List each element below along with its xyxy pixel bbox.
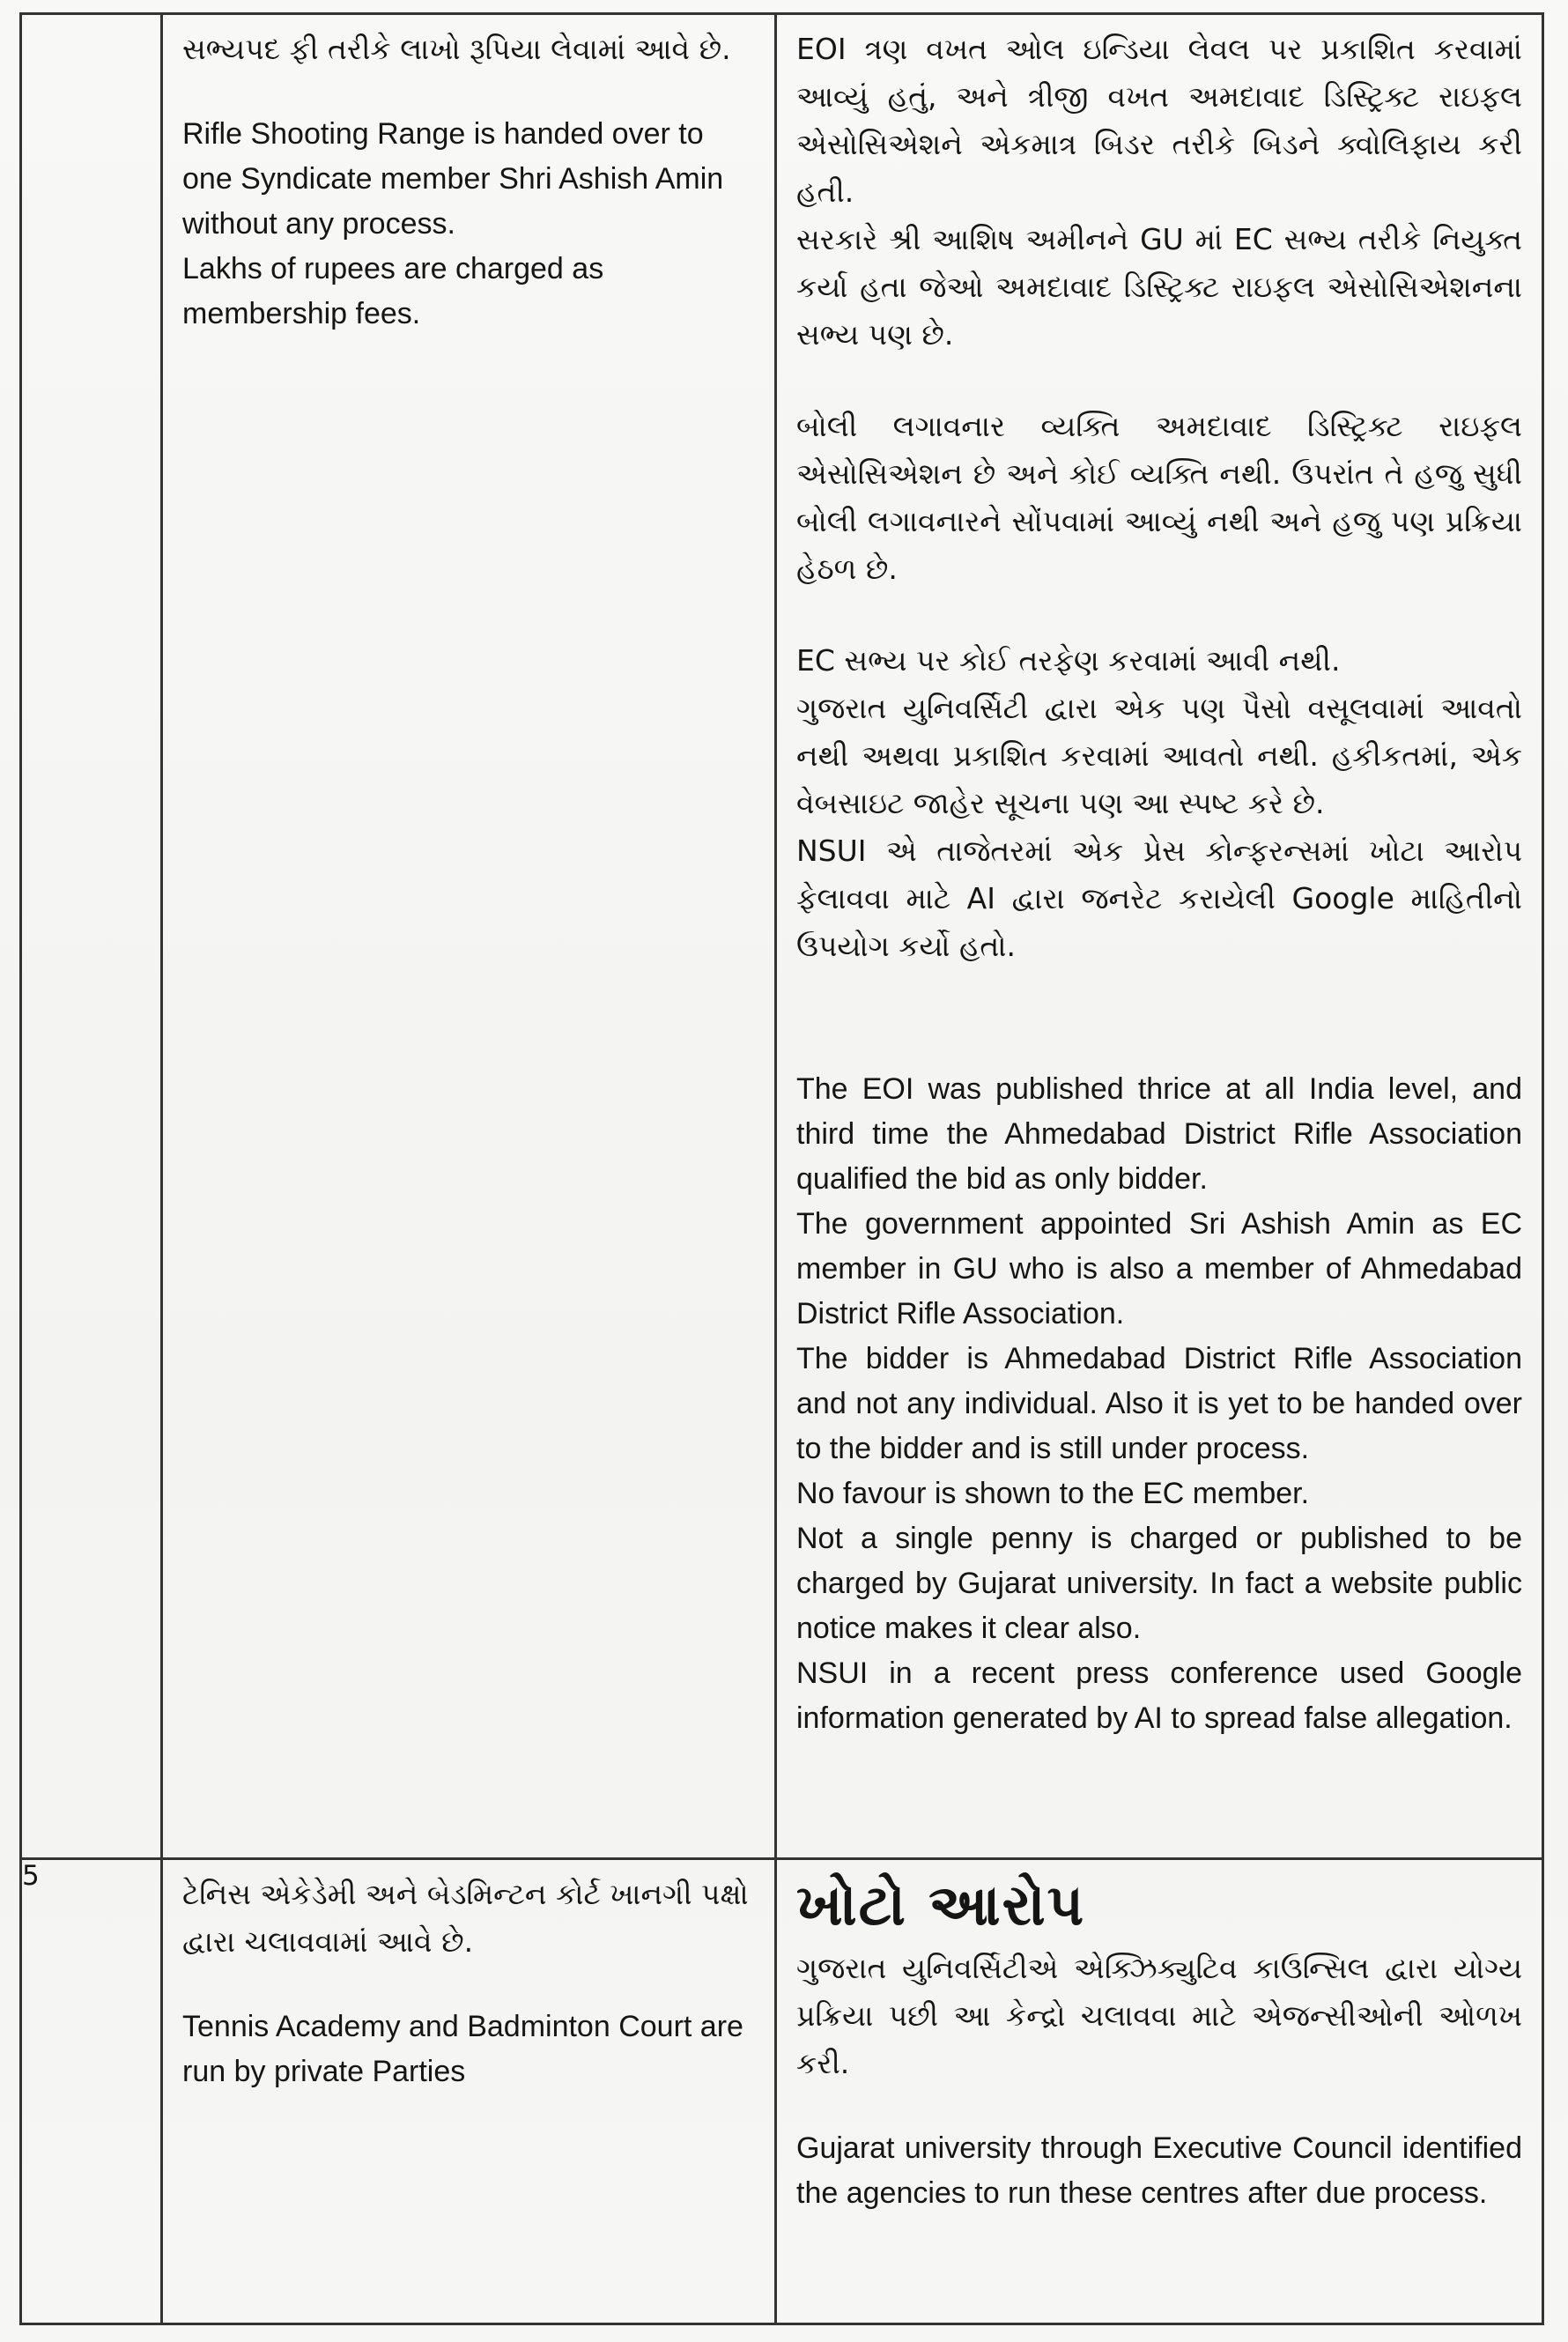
response-cell [776,14,1543,1859]
response-gujarati-paragraph: ગુજરાત યુનિવર્સિટીએ એક્ઝિક્યુટિવ કાઉન્સિલ દ્વારા યોગ્ય પ્રક્રિયા પછી આ કેન્દ્રો ચલાવવા માટે એજન્સીઓની ઓળખ કરી. [796,1951,1522,2080]
row-number-cell [21,1859,162,2324]
response-gujarati-paragraph: બોલી લગાવનાર વ્યક્તિ અમદાવાદ ડિસ્ટ્રિક્ટ રાઇફલ એસોસિએશન છે અને કોઈ વ્યક્તિ નથી. ઉપરાંત તે હજુ સુધી બોલી લગાવનારને સોંપવામાં આવ્યું નથી અને હજુ પણ પ્રક્રિયા હેઠળ છે. [796,409,1522,586]
issue-cell [162,1859,776,2324]
issue-english-text: Tennis Academy and Badminton Court are run by private Parties [182,2010,743,2088]
issue-cell [162,14,776,1859]
table-row [21,1859,1543,2324]
issue-gujarati-text: ટેનિસ એકેડેમી અને બેડમિન્ટન કોર્ટ ખાનગી પક્ષો દ્વારા ચલાવવામાં આવે છે. [182,1877,749,1959]
issue-english-line: Lakhs of rupees are charged as membership fees. [182,252,604,330]
response-cell [776,1859,1543,2324]
response-english-line: No favour is shown to the EC member. [796,1477,1310,1510]
response-english-line: The EOI was published thrice at all India level, and third time the Ahmedabad District Rifle Association qualified the bid as only bidder. [796,1072,1522,1196]
response-gujarati-line: EC સભ્ય પર કોઈ તરફેણ કરવામાં આવી નથી. [796,643,1341,678]
row-number-cell [21,14,162,1859]
table-row [21,14,1543,1859]
false-allegation-heading: ખોટો આરોપ [796,1873,1086,1938]
allegations-table [19,12,1544,2325]
response-gujarati-line: NSUI એ તાજેતરમાં એક પ્રેસ કોન્ફરન્સમાં ખોટા આરોપ ફેલાવવા માટે AI દ્વારા જનરેટ કરાયેલી Google માહિતીનો ઉપયોગ કર્યો હતો. [796,834,1522,963]
response-english-line: NSUI in a recent press conference used Google information generated by AI to spread false allegation. [796,1656,1522,1735]
response-english-paragraph: Gujarat university through Executive Council identified the agencies to run these centres after due process. [796,2131,1522,2210]
issue-gujarati-text: સભ્યપદ ફી તરીકે લાખો રૂપિયા લેવામાં આવે છે. [182,32,731,66]
response-english-line: The bidder is Ahmedabad District Rifle Association and not any individual. Also it is yet to be handed over to the bidder and is still under process. [796,1342,1522,1465]
response-gujarati-line: ગુજરાત યુનિવર્સિટી દ્વારા એક પણ પૈસો વસૂલવામાં આવતો નથી અથવા પ્રકાશિત કરવામાં આવતો નથી. હકીકતમાં, એક વેબસાઇટ જાહેર સૂચના પણ આ સ્પષ્ટ કરે છે. [796,691,1522,820]
issue-english-line: Rifle Shooting Range is handed over to one Syndicate member Shri Ashish Amin without any process. [182,117,724,241]
response-gujarati-line: EOI ત્રણ વખત ઓલ ઇન્ડિયા લેવલ પર પ્રકાશિત કરવામાં આવ્યું હતું, અને ત્રીજી વખત અમદાવાદ ડિસ્ટ્રિક્ટ રાઇફલ એસોસિએશને એકમાત્ર બિડર તરીકે બિડને ક્વોલિફાય કરી હતી. [796,32,1522,209]
response-gujarati-line: સરકારે શ્રી આશિષ અમીનને GU માં EC સભ્ય તરીકે નિયુક્ત કર્યા હતા જેઓ અમદાવાદ ડિસ્ટ્રિક્ટ રાઇફલ એસોસિએશનના સભ્ય પણ છે. [796,222,1522,352]
response-english-line: Not a single penny is charged or published to be charged by Gujarat university. In fact a website public notice makes it clear also. [796,1522,1522,1645]
response-english-line: The government appointed Sri Ashish Amin as EC member in GU who is also a member of Ahmedabad District Rifle Association. [796,1207,1522,1330]
row-number: 5 [22,1860,40,1892]
